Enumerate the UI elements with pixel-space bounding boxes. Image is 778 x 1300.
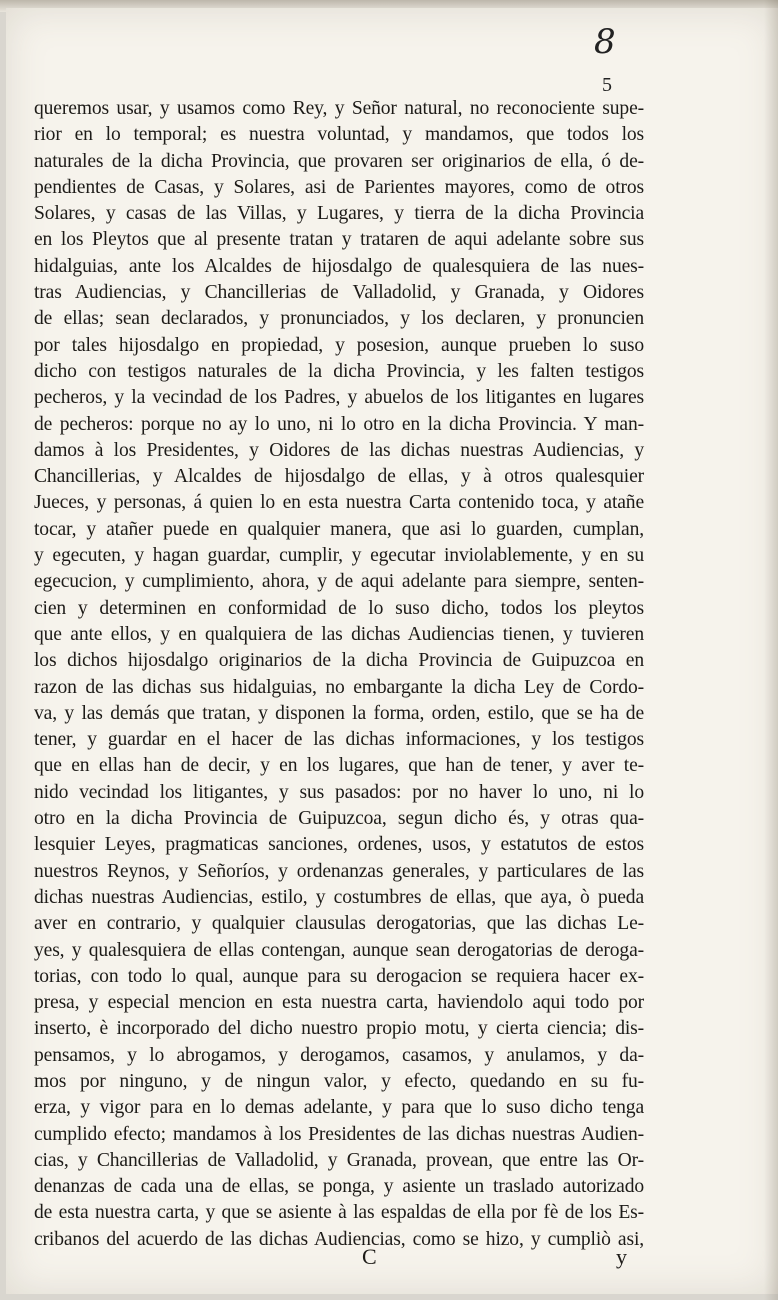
- text-line: denanzas de cada una de ellas, se ponga, y asiente un traslado autorizado: [34, 1176, 644, 1198]
- handwritten-folio-number: 8: [594, 22, 616, 62]
- text-line: cien y determinen en conformidad de lo suso dicho, todos los pleytos: [34, 597, 644, 619]
- text-line: Chancillerias, y Alcaldes de hijosdalgo de ellas, y à otros qualesquier: [34, 466, 644, 488]
- text-line: nuestros Reynos, y Señoríos, y ordenanzas generales, y particulares de las: [34, 860, 644, 882]
- text-line: que en ellas han de decir, y en los lugares, que han de tener, y aver te-: [34, 755, 644, 777]
- text-line: pendientes de Casas, y Solares, asi de Parientes mayores, como de otros: [34, 176, 644, 198]
- text-line: aver en contrario, y qualquier clausulas derogatorias, que las dichas Le-: [34, 913, 644, 935]
- printed-page-number: 5: [602, 74, 612, 96]
- text-line: torias, con todo lo qual, aunque para su derogacion se requiera hacer ex-: [34, 965, 644, 987]
- text-line: pecheros, y la vecindad de los Padres, y abuelos de los litigantes en lugares: [34, 387, 644, 409]
- text-line: Jueces, y personas, á quien lo en esta nuestra Carta contenido toca, y atañe: [34, 492, 644, 514]
- text-line: de pecheros: porque no ay lo uno, ni lo otro en la dicha Provincia. Y man-: [34, 413, 644, 435]
- text-line: razon de las dichas sus hidalguias, no embargante la dicha Ley de Cordo-: [34, 676, 644, 698]
- text-line: tener, y guardar en el hacer de las dichas informaciones, y los testigos: [34, 729, 644, 751]
- text-line: cribanos del acuerdo de las dichas Audiencias, como se hizo, y cumpliò asi,: [34, 1228, 644, 1250]
- text-line: por tales hijosdalgo en propiedad, y posesion, aunque prueben lo suso: [34, 334, 644, 356]
- text-line: otro en la dicha Provincia de Guipuzcoa, segun dicho és, y otras qua-: [34, 808, 644, 830]
- text-line: en los Pleytos que al presente tratan y trataren de aqui adelante sobre sus: [34, 229, 644, 251]
- text-line: nido vecindad los litigantes, y sus pasados: por no haver lo uno, ni lo: [34, 781, 644, 803]
- document-body-text: [34, 96, 644, 1253]
- text-line: lesquier Leyes, pragmaticas sanciones, ordenes, usos, y estatutos de estos: [34, 834, 644, 856]
- signature-mark: C: [362, 1244, 377, 1269]
- text-line: que ante ellos, y en qualquiera de las dichas Audiencias tienen, y tuvieren: [34, 623, 644, 645]
- text-line: damos à los Presidentes, y Oidores de las dichas nuestras Audiencias, y: [34, 439, 644, 461]
- text-line: tras Audiencias, y Chancillerias de Valladolid, y Granada, y Oidores: [34, 282, 644, 304]
- text-line: egecucion, y cumplimiento, ahora, y de aqui adelante para siempre, senten-: [34, 571, 644, 593]
- text-line: presa, y especial mencion en esta nuestra carta, haviendolo aqui todo por: [34, 992, 644, 1014]
- text-line: dicho con testigos naturales de la dicha Provincia, y les falten testigos: [34, 360, 644, 382]
- text-line: pensamos, y lo abrogamos, y derogamos, casamos, y anulamos, y da-: [34, 1044, 644, 1066]
- catchword: y: [616, 1244, 627, 1269]
- text-line: dichas nuestras Audiencias, estilo, y costumbres de ellas, que aya, ò pueda: [34, 886, 644, 908]
- text-line: hidalguias, ante los Alcaldes de hijosdalgo de qualesquiera de las nues-: [34, 255, 644, 277]
- text-line: queremos usar, y usamos como Rey, y Señor natural, no reconociente supe-: [34, 98, 644, 119]
- text-line: erza, y vigor para en lo demas adelante, y para que lo suso dicho tenga: [34, 1097, 644, 1119]
- text-line: y egecuten, y hagan guardar, cumplir, y egecutar inviolablemente, y en su: [34, 545, 644, 567]
- text-line: inserto, è incorporado del dicho nuestro propio motu, y cierta ciencia; dis-: [34, 1018, 644, 1040]
- text-line: va, y las demás que tratan, y disponen la forma, orden, estilo, que se ha de: [34, 702, 644, 724]
- text-line: los dichos hijosdalgo originarios de la dicha Provincia de Guipuzcoa en: [34, 650, 644, 672]
- text-line: mos por ninguno, y de ningun valor, y efecto, quedando en su fu-: [34, 1070, 644, 1092]
- text-line: yes, y qualesquiera de ellas contengan, aunque sean derogatorias de deroga-: [34, 939, 644, 961]
- text-line: de esta nuestra carta, y que se asiente à las espaldas de ella por fè de los Es-: [34, 1202, 644, 1224]
- page-fold-shadow: [764, 0, 778, 1300]
- text-line: cumplido efecto; mandamos à los Presidentes de las dichas nuestras Audien-: [34, 1123, 644, 1145]
- text-line: cias, y Chancillerias de Valladolid, y Granada, provean, que entre las Or-: [34, 1149, 644, 1171]
- text-line: tocar, y atañer puede en qualquier manera, que asi lo guarden, cumplan,: [34, 518, 644, 540]
- text-line: rior en lo temporal; es nuestra voluntad, y mandamos, que todos los: [34, 124, 644, 146]
- text-line: naturales de la dicha Provincia, que provaren ser originarios de ella, ó de-: [34, 150, 644, 172]
- text-line: de ellas; sean declarados, y pronunciados, y los declaren, y pronuncien: [34, 308, 644, 330]
- text-line: Solares, y casas de las Villas, y Lugares, y tierra de la dicha Provincia: [34, 203, 644, 225]
